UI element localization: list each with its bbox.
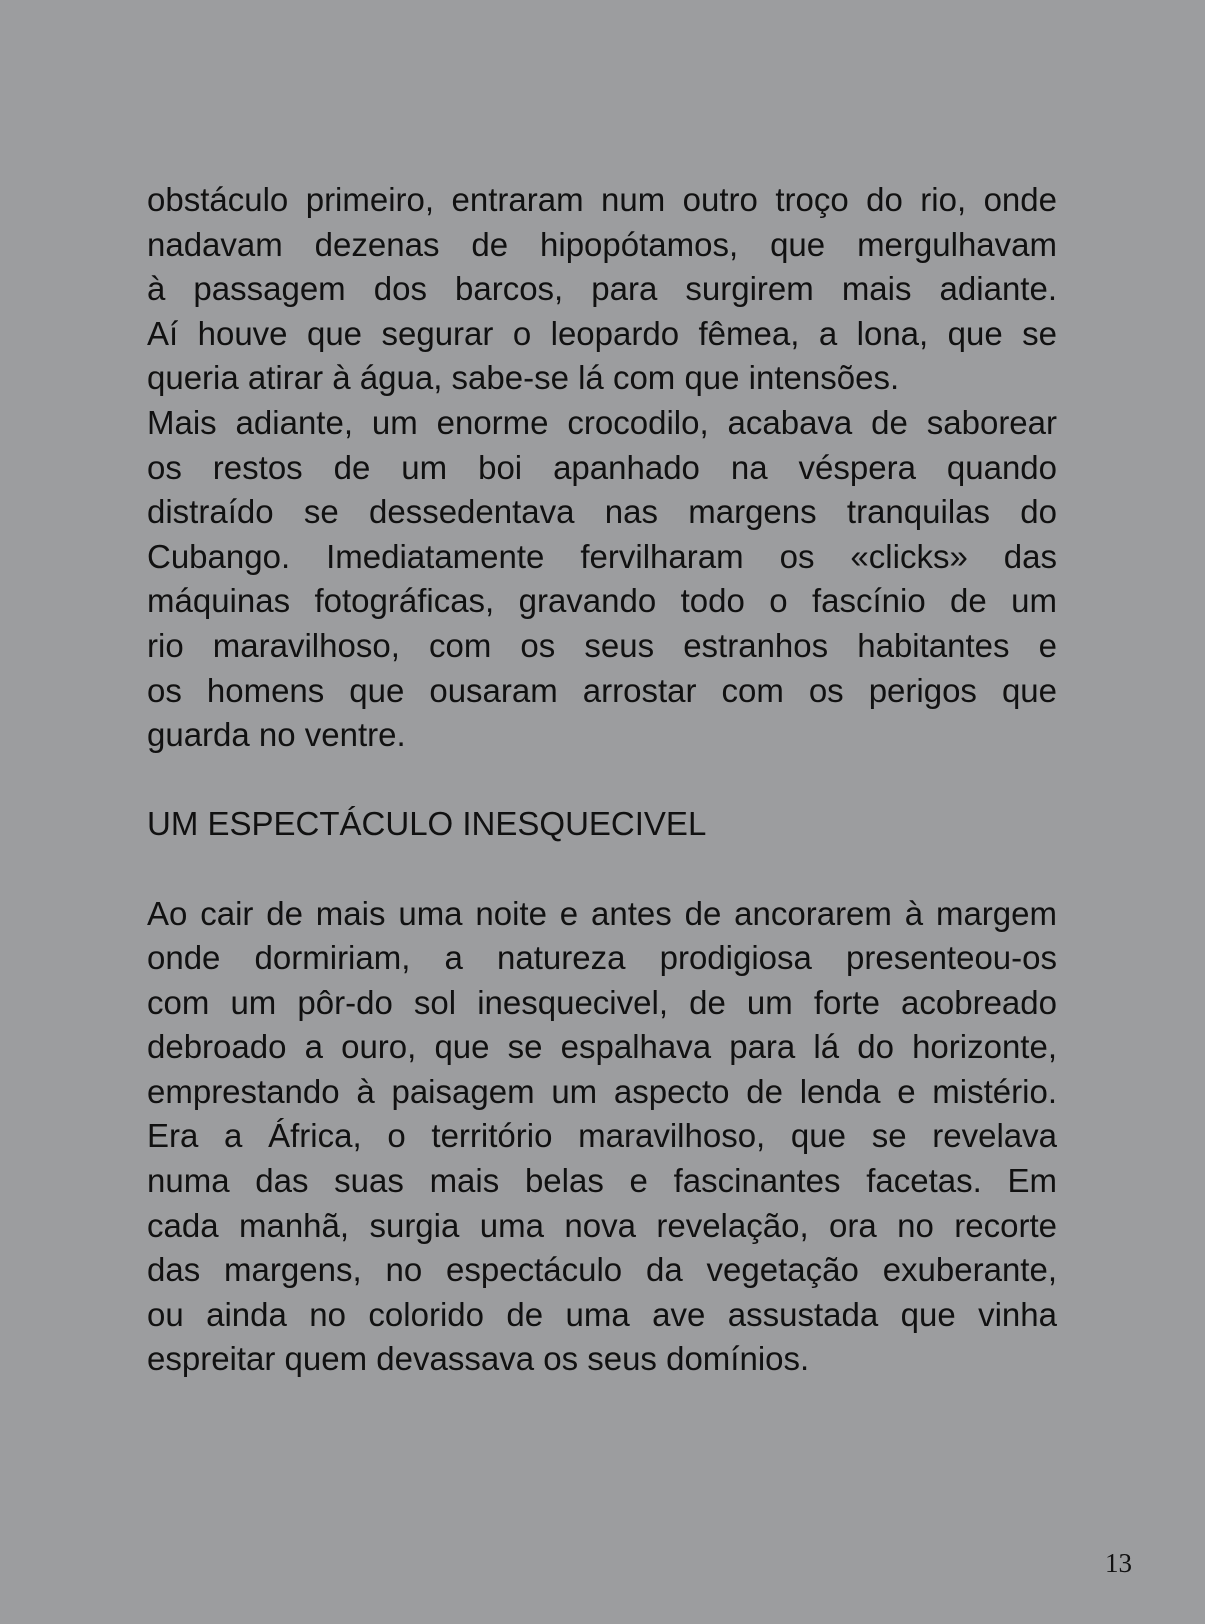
text-line: distraído se dessedentava nas margens tranquilas do [147, 493, 1057, 531]
page-body [147, 178, 1057, 1382]
text-line: obstáculo primeiro, entraram num outro troço do rio, onde [147, 181, 1057, 218]
paragraph-3 [147, 892, 1057, 1383]
text-line: com um pôr-do sol inesquecivel, de um forte acobreado [147, 983, 1057, 1021]
paragraph-2 [147, 401, 1057, 758]
spacer [147, 847, 1057, 892]
text-line: cada manhã, surgia uma nova revelação, ora no recorte [147, 1206, 1057, 1244]
text-line: queria atirar à água, sabe-se lá com que intensões. [147, 359, 900, 397]
text-line: debroado a ouro, que se espalhava para lá do horizonte, [147, 1028, 1057, 1066]
text-line: os homens que ousaram arrostar com os perigos que [147, 671, 1057, 709]
text-line: emprestando à paisagem um aspecto de lenda e mistério. [147, 1072, 1057, 1110]
section-heading: UM ESPECTÁCULO INESQUECIVEL [147, 805, 707, 843]
text-line: onde dormiriam, a natureza prodigiosa presenteou-os [147, 939, 1057, 977]
text-line: Ao cair de mais uma noite e antes de ancorarem à margem [147, 894, 1057, 932]
text-line: os restos de um boi apanhado na véspera quando [147, 448, 1057, 486]
text-line: Aí houve que segurar o leopardo fêmea, a lona, que se [147, 314, 1057, 352]
text-line: Era a África, o território maravilhoso, que se revelava [147, 1117, 1057, 1155]
text-line: espreitar quem devassava os seus domínios. [147, 1340, 810, 1378]
text-line: à passagem dos barcos, para surgirem mais adiante. [147, 270, 1057, 308]
page-number: 13 [1105, 1548, 1132, 1578]
text-line: numa das suas mais belas e fascinantes facetas. Em [147, 1162, 1057, 1200]
text-line: das margens, no espectáculo da vegetação exuberante, [147, 1251, 1057, 1289]
text-line: guarda no ventre. [147, 716, 406, 754]
text-line: Cubango. Imediatamente fervilharam os «clicks» das [147, 537, 1057, 575]
text-line: rio maravilhoso, com os seus estranhos habitantes e [147, 626, 1057, 664]
paragraph-1 [147, 178, 1057, 401]
text-line: máquinas fotográficas, gravando todo o fascínio de um [147, 582, 1057, 620]
text-line: nadavam dezenas de hipopótamos, que mergulhavam [147, 225, 1057, 263]
spacer [147, 758, 1057, 803]
text-line: Mais adiante, um enorme crocodilo, acabava de saborear [147, 403, 1057, 441]
text-line: ou ainda no colorido de uma ave assustada que vinha [147, 1295, 1057, 1333]
